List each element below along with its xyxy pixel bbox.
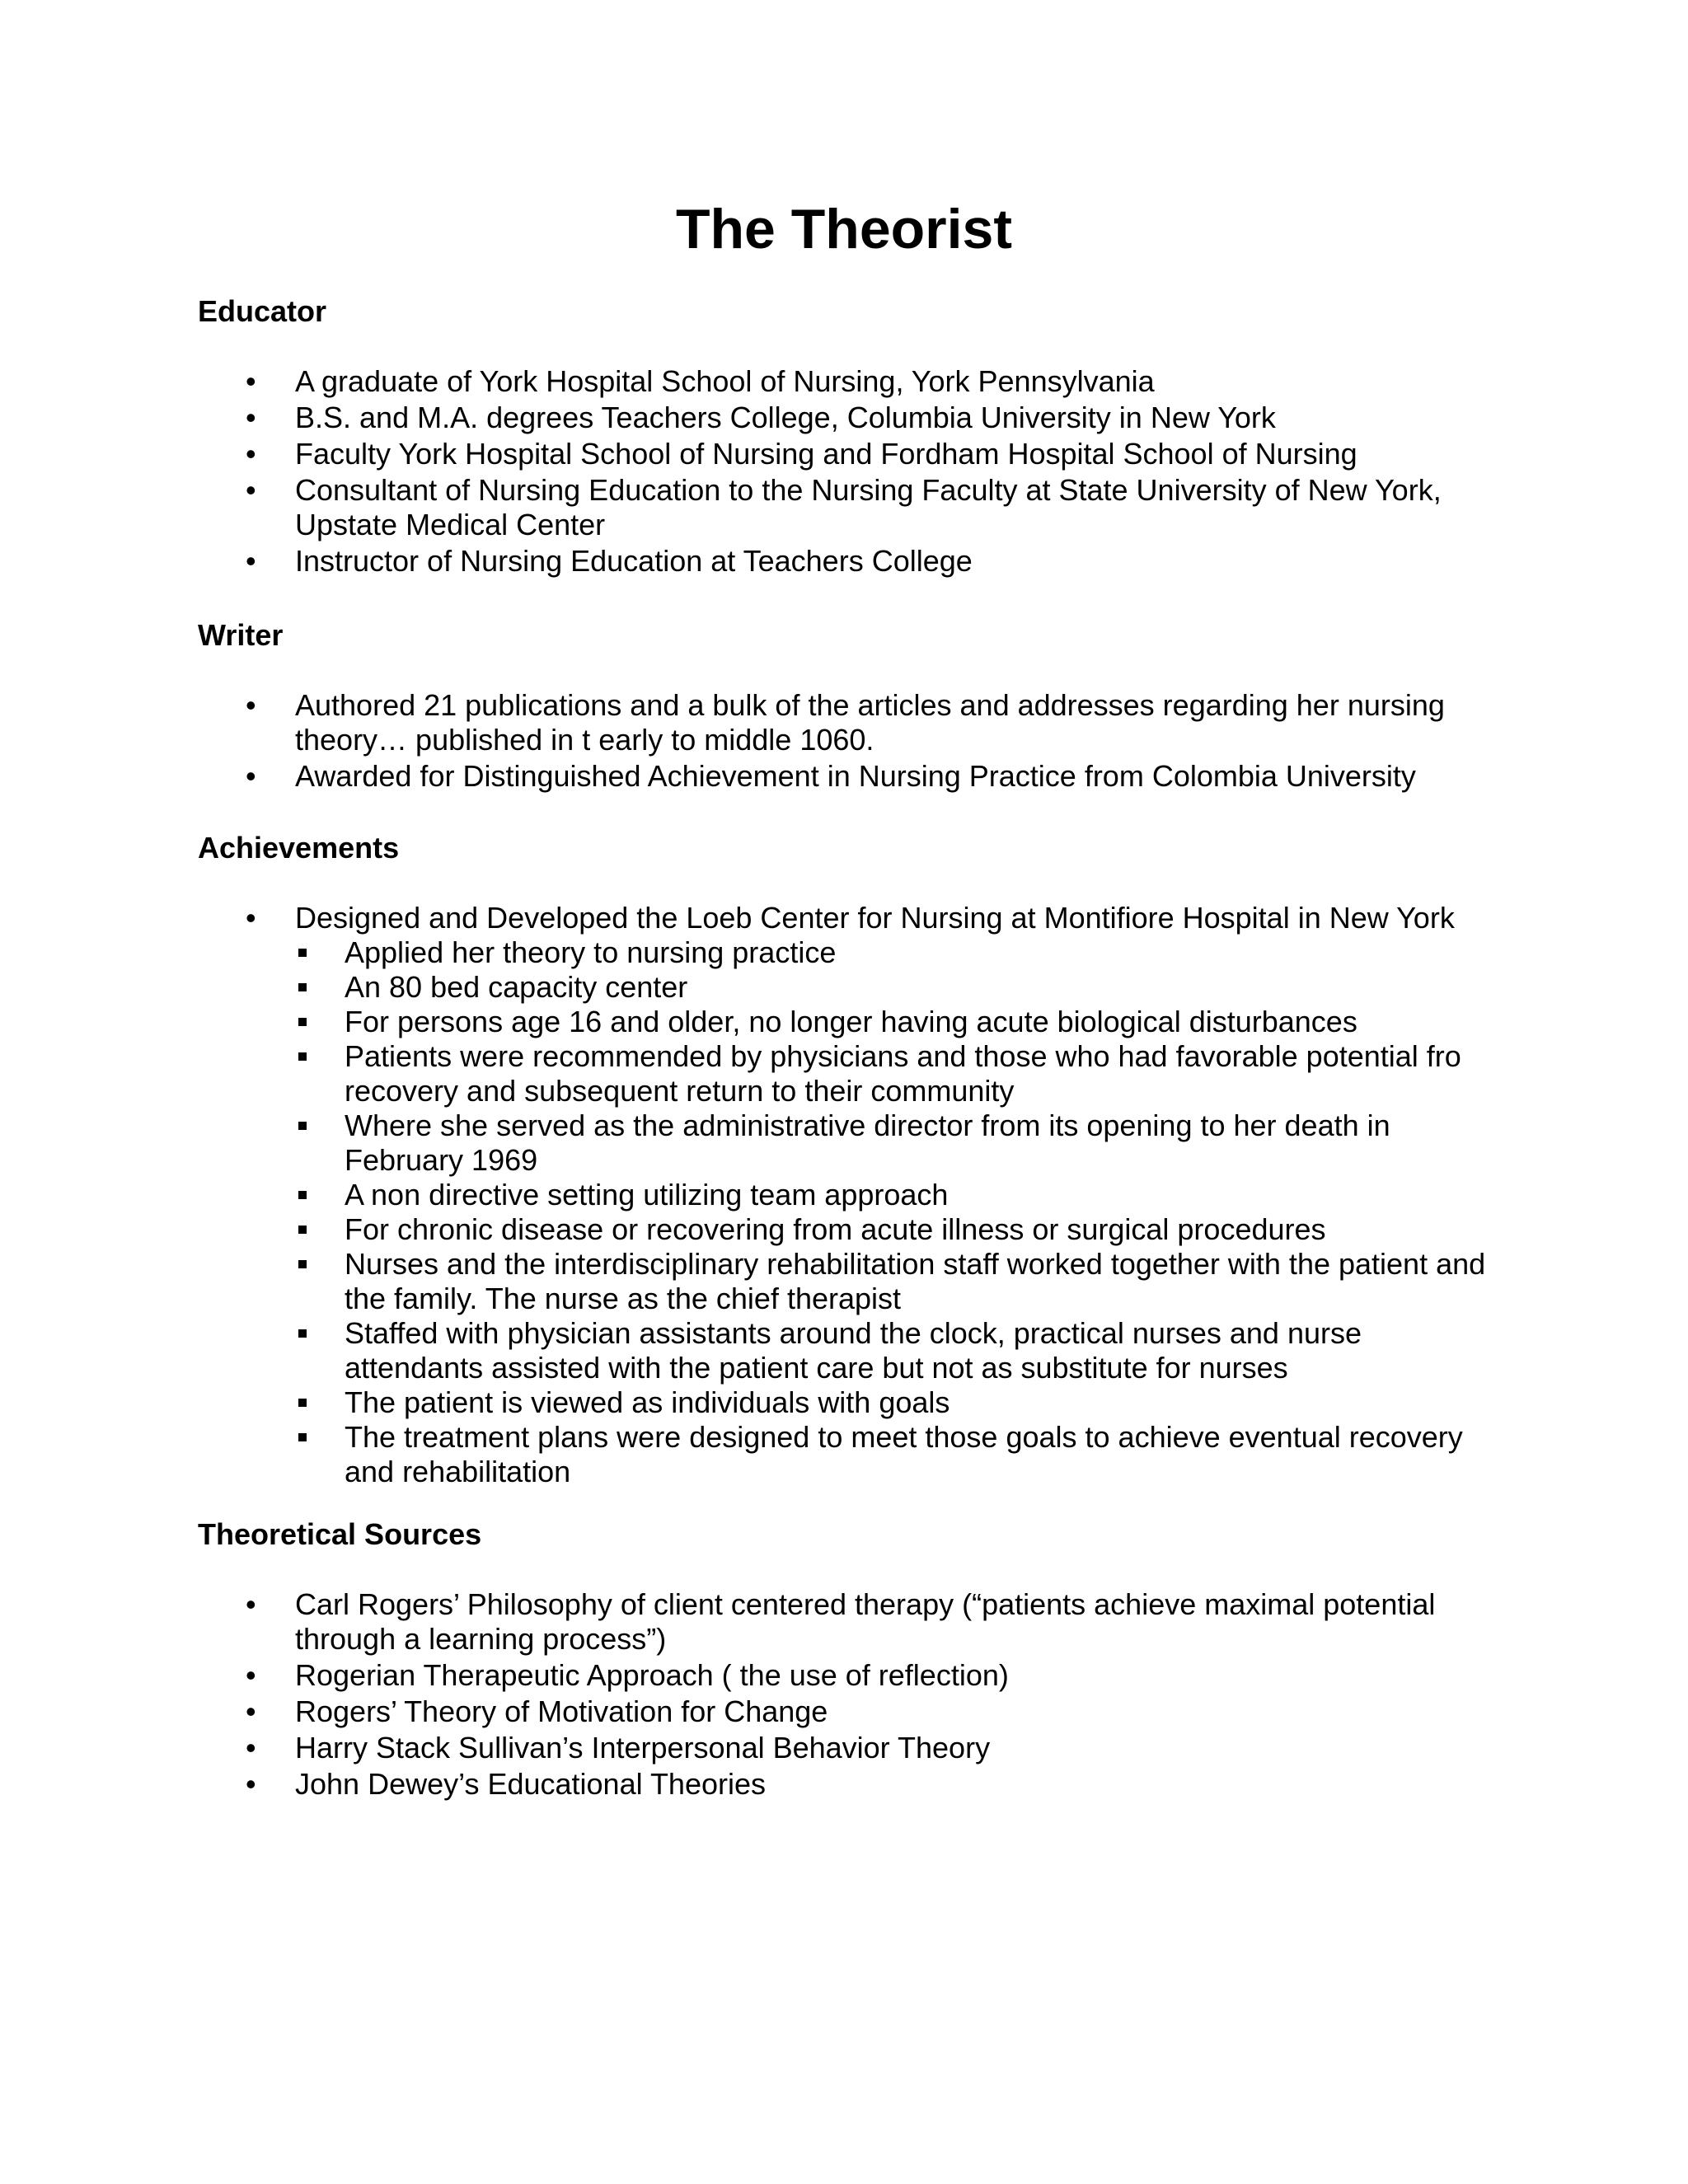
bullet-icon: • — [246, 688, 256, 722]
list-item: • A graduate of York Hospital School of Nursing, York Pennsylvania — [246, 364, 1155, 398]
sub-list-item: Where she served as the administrative director from its opening to her death in February 1969 — [295, 1108, 1498, 1178]
sub-list-item: Staffed with physician assistants around the clock, practical nurses and nurse attendants assisted with the patient care but not as substitute for nurses — [295, 1316, 1498, 1385]
square-bullet-icon — [298, 1329, 307, 1338]
square-bullet-icon — [298, 949, 307, 957]
square-bullet-icon — [298, 1191, 307, 1199]
list-item: • John Dewey’s Educational Theories — [246, 1767, 767, 1801]
achievements-sublist — [295, 935, 1490, 1489]
sub-list-item: The treatment plans were designed to meet those goals to achieve eventual recovery and rehabilitation — [295, 1420, 1498, 1489]
sub-list-item: For persons age 16 and older, no longer having acute biological disturbances — [295, 1005, 1498, 1039]
list-item: • Rogers’ Theory of Motivation for Change — [246, 1694, 828, 1728]
bullet-icon: • — [246, 1587, 256, 1621]
list-item: • Awarded for Distinguished Achievement in Nursing Practice from Colombia University — [246, 759, 1416, 793]
section-heading-educator: Educator — [198, 294, 327, 328]
square-bullet-icon — [298, 1433, 307, 1441]
list-item: • Rogerian Therapeutic Approach ( the use of reflection) — [246, 1658, 1009, 1692]
section-heading-achievements: Achievements — [198, 831, 400, 865]
sub-list-item: Patients were recommended by physicians and those who had favorable potential fro recovery and subsequent return to their community — [295, 1039, 1498, 1108]
section-heading-theoretical-sources: Theoretical Sources — [198, 1517, 482, 1551]
bullet-icon: • — [246, 437, 256, 471]
bullet-icon: • — [246, 759, 256, 793]
square-bullet-icon — [298, 1399, 307, 1407]
bullet-icon: • — [246, 364, 256, 398]
sub-list-item: Applied her theory to nursing practice — [295, 935, 1498, 970]
page-title: The Theorist — [675, 198, 1013, 260]
square-bullet-icon — [298, 1018, 307, 1026]
bullet-icon: • — [246, 1731, 256, 1765]
list-item: • Instructor of Nursing Education at Teachers College — [246, 544, 973, 578]
bullet-icon: • — [246, 1694, 256, 1728]
sub-list-item: For chronic disease or recovering from acute illness or surgical procedures — [295, 1212, 1498, 1247]
bullet-icon: • — [246, 473, 256, 507]
bullet-icon: • — [246, 1767, 256, 1801]
list-item: • Faculty York Hospital School of Nursing and Fordham Hospital School of Nursing — [246, 437, 1357, 471]
bullet-icon: • — [246, 1658, 256, 1692]
achievements-list — [0, 901, 1490, 1491]
writer-list — [0, 688, 1490, 795]
list-item: • Carl Rogers’ Philosophy of client centered therapy (“patients achieve maximal potential through a learning process”) — [246, 1587, 1436, 1656]
list-item: • Authored 21 publications and a bulk of the articles and addresses regarding her nursing theory… published in t early to middle 1060. — [246, 688, 1445, 757]
square-bullet-icon — [298, 1052, 307, 1061]
square-bullet-icon — [298, 1226, 307, 1234]
sub-list-item: The patient is viewed as individuals with goals — [295, 1385, 1498, 1420]
sub-list-item: An 80 bed capacity center — [295, 970, 1498, 1005]
educator-list — [0, 364, 1490, 580]
square-bullet-icon — [298, 1122, 307, 1130]
list-item: • Harry Stack Sullivan’s Interpersonal Behavior Theory — [246, 1731, 991, 1765]
bullet-icon: • — [246, 544, 256, 578]
theoretical-sources-list — [0, 1587, 1490, 1803]
sub-list-item: A non directive setting utilizing team approach — [295, 1178, 1498, 1212]
square-bullet-icon — [298, 983, 307, 991]
bullet-icon: • — [246, 401, 256, 434]
bullet-icon: • — [246, 901, 256, 935]
section-heading-writer: Writer — [198, 618, 284, 652]
square-bullet-icon — [298, 1260, 307, 1268]
list-item: • Designed and Developed the Loeb Center for Nursing at Montifiore Hospital in New York Applied her theory to nursing practice An 80 bed capacity center For persons age 16 and older, no longer having acute biological disturbances Patients were recommended by physicians and those who had favorable potential fro recovery and subsequent return to their community Where she served as the administrative director from its opening to her death in February 1969 A non directive setting utilizing team approach For chronic disease or recovering from acute illness or surgical procedures Nurses and the interdisciplinary rehabilitation staff worked together with the patient and the family. The nurse as the chief therapist Staffed with physician assistants around the clock, practical nurses and nurse attendants assisted with the patient care but not as substitute for nurses The patient is viewed as individuals with goals The treatment plans were designed to meet those goals to achieve eventual recovery and rehabilitation — [0, 901, 1490, 1489]
list-item: • B.S. and M.A. degrees Teachers College, Columbia University in New York — [246, 401, 1276, 434]
list-item: • Consultant of Nursing Education to the Nursing Faculty at State University of New York, Upstate Medical Center — [246, 473, 1442, 541]
sub-list-item: Nurses and the interdisciplinary rehabilitation staff worked together with the patient and the family. The nurse as the chief therapist — [295, 1247, 1498, 1316]
